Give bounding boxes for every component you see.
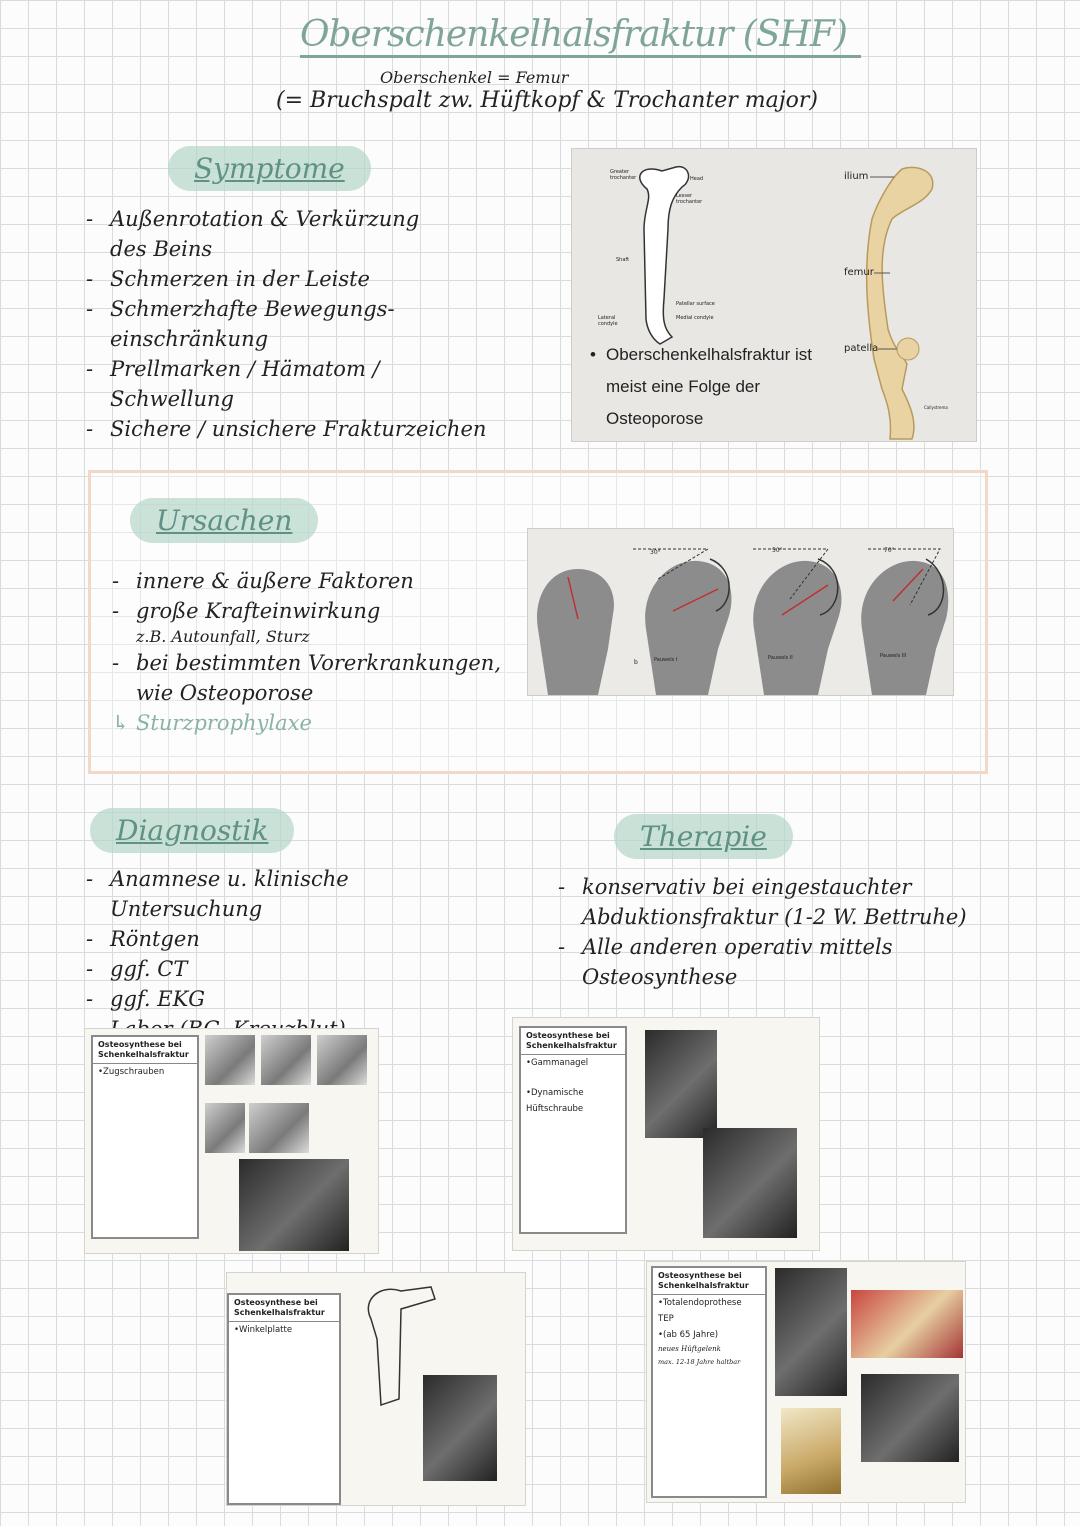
- list-item: Osteosynthese: [582, 965, 738, 989]
- slide-line: Hüftschraube: [526, 1104, 584, 1114]
- xray-image: [205, 1103, 245, 1153]
- diagnostik-list: [86, 864, 506, 1044]
- label-head: Head: [690, 176, 704, 182]
- slide-title: Osteosynthese bei Schenkelhalsfraktur: [229, 1295, 339, 1322]
- slide-card: [227, 1293, 341, 1505]
- xray-image: [861, 1374, 959, 1462]
- bullet-icon: •: [590, 345, 596, 364]
- list-item: - innere & äußere Faktoren: [112, 566, 512, 596]
- femur-head-shape: [861, 561, 948, 695]
- slide-note: max. 12-18 Jahre haltbar: [658, 1358, 741, 1366]
- slide-note: neues Hüftgelenk: [658, 1345, 721, 1353]
- patella-drawing: [897, 338, 919, 360]
- label-shaft: Shaft: [616, 257, 630, 263]
- label-patellar-surface: Patellar surface: [676, 301, 715, 307]
- page-title: Oberschenkelhalsfraktur (SHF): [300, 14, 861, 58]
- xray-image: [205, 1035, 255, 1085]
- xray-image: [703, 1128, 797, 1238]
- list-item: - Prellmarken / Hämatom / Schwellung: [86, 354, 506, 414]
- list-item: - Schmerzhafte Bewegungs-: [86, 294, 506, 324]
- femur-head-shape: [537, 569, 614, 695]
- label-greater-trochanter: Greater trochanter: [610, 169, 637, 181]
- list-item: Abduktionsfraktur (1-2 W. Bettruhe): [582, 905, 967, 929]
- list-item: - konservativ bei eingestauchter: [558, 872, 968, 902]
- label-ilium: ilium: [844, 171, 869, 182]
- xray-image: [239, 1159, 349, 1251]
- slide-title: Osteosynthese bei Schenkelhalsfraktur: [653, 1268, 765, 1295]
- therapie-heading: Therapie: [614, 814, 793, 859]
- slide-card: [519, 1026, 627, 1234]
- pauwels-image: [527, 528, 954, 696]
- xray-image: [645, 1030, 717, 1138]
- xray-image: [775, 1268, 847, 1396]
- femur-color-drawing: [867, 167, 933, 439]
- list-item: - ggf. CT: [86, 954, 506, 984]
- slide-title: Osteosynthese bei Schenkelhalsfraktur: [521, 1028, 625, 1055]
- list-item: des Beins: [110, 237, 213, 261]
- slide-gammanagel: [512, 1017, 820, 1251]
- list-item: - ggf. EKG: [86, 984, 506, 1014]
- angle-label: 50°: [772, 547, 783, 554]
- list-item: - bei bestimmten Vorerkrankungen,: [112, 648, 512, 678]
- xray-image: [423, 1375, 497, 1481]
- label-pauwels-3: Pauwels III: [880, 653, 907, 659]
- slide-zugschrauben: [84, 1028, 379, 1254]
- xray-image: [317, 1035, 367, 1085]
- prosthesis-model-photo: [781, 1408, 841, 1494]
- label-credit: Callystrema: [924, 405, 948, 410]
- label-pauwels-2: Pauwels II: [768, 655, 793, 661]
- slide-line: •Totalendoprothese: [658, 1298, 742, 1308]
- list-item: ↳ Sturzprophylaxe: [112, 708, 512, 738]
- symptome-list: [86, 204, 506, 444]
- slide-card: [651, 1266, 767, 1498]
- list-item: z.B. Autounfall, Sturz: [136, 627, 310, 646]
- prosthesis-photo: [851, 1290, 963, 1358]
- slide-line: •Winkelplatte: [234, 1325, 293, 1335]
- slide-line: •Gammanagel: [526, 1058, 589, 1068]
- slide-line: •(ab 65 Jahre): [658, 1330, 719, 1340]
- label-femur: femur: [844, 267, 874, 278]
- label-pauwels-1: Pauwels I: [654, 657, 678, 663]
- subtitle-definition: (= Bruchspalt zw. Hüftkopf & Trochanter major): [276, 88, 818, 113]
- list-item: - große Krafteinwirkung: [112, 596, 512, 626]
- femur-head-shape: [645, 561, 731, 695]
- label-lateral-condyle: Lateral condyle: [598, 315, 618, 327]
- angle-label: 70°: [884, 547, 895, 554]
- list-item: - Schmerzen in der Leiste: [86, 264, 506, 294]
- list-item: - Anamnese u. klinische Untersuchung: [86, 864, 506, 924]
- list-item: - Alle anderen operativ mittels: [558, 932, 968, 962]
- femur-caption: • Oberschenkelhalsfraktur ist meist eine Folge der Osteoporose: [590, 339, 844, 435]
- ursachen-list: [112, 566, 512, 738]
- slide-winkelplatte: [226, 1272, 526, 1506]
- xray-image: [249, 1103, 309, 1153]
- label-lesser-trochanter: Lesser trochanter: [676, 193, 703, 205]
- slide-line: TEP: [658, 1314, 674, 1324]
- diagnostik-heading: Diagnostik: [90, 808, 294, 853]
- list-item: einschränkung: [110, 327, 269, 351]
- list-item: - Röntgen: [86, 924, 506, 954]
- slide-line: •Zugschrauben: [98, 1067, 165, 1077]
- list-item: - Außenrotation & Verkürzung: [86, 204, 506, 234]
- ursachen-heading: Ursachen: [130, 498, 318, 543]
- list-item: - Sichere / unsichere Frakturzeichen: [86, 414, 506, 444]
- slide-tep: [646, 1261, 966, 1503]
- therapie-list: [558, 872, 968, 992]
- list-item: wie Osteoporose: [136, 681, 314, 705]
- slide-card: [91, 1035, 199, 1239]
- label-b: b: [634, 659, 638, 666]
- label-patella: patella: [844, 343, 879, 354]
- subtitle-note: Oberschenkel = Femur: [380, 68, 569, 87]
- xray-image: [261, 1035, 311, 1085]
- slide-line: •Dynamische: [526, 1088, 584, 1098]
- label-medial-condyle: Medial condyle: [676, 315, 714, 321]
- femur-head-shape: [753, 561, 841, 695]
- slide-title: Osteosynthese bei Schenkelhalsfraktur: [93, 1037, 197, 1064]
- symptome-heading: Symptome: [168, 146, 371, 191]
- angle-label: 30°: [650, 549, 661, 556]
- femur-anatomy-image: [571, 148, 977, 442]
